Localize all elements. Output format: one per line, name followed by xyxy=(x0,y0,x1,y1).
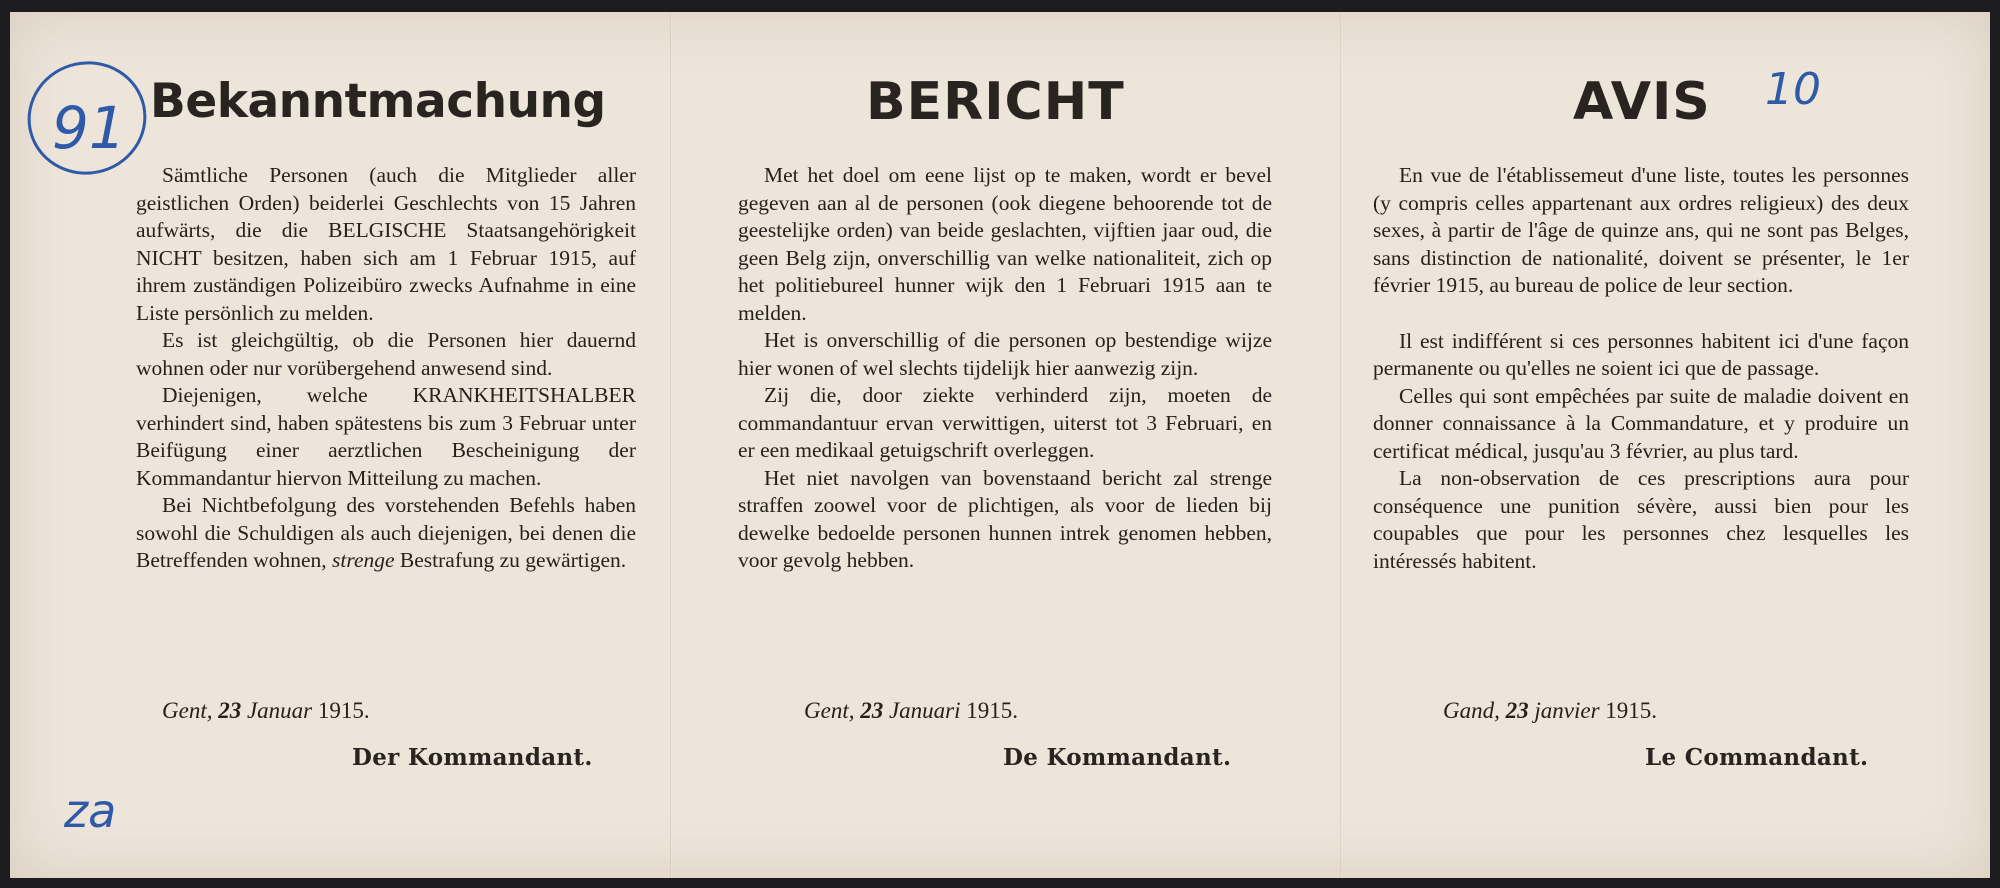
french-date-day: 23 xyxy=(1505,698,1529,723)
french-paragraph-3: Celles qui sont empêchées par suite de maladie doivent en donner connaissance à la Commandature, et y produire un certificat médical, jusqu'au 3 février, au plus tard. xyxy=(1373,383,1909,463)
german-date-year: 1915. xyxy=(317,698,370,723)
german-date xyxy=(162,698,370,724)
dutch-body xyxy=(738,162,1272,575)
french-date-month: janvier xyxy=(1534,698,1600,723)
fold-line-left xyxy=(670,12,672,878)
german-paragraph-4-start: Bei Nichtbefolgung des vorstehenden Befehls haben sowohl die Schuldigen als auch diejenigen, bei denen die Betreffenden wohnen, xyxy=(136,493,636,572)
french-date-year: 1915. xyxy=(1605,698,1658,723)
german-paragraph-4-end: Bestrafung zu gewärtigen. xyxy=(399,548,627,572)
dutch-date-year: 1915. xyxy=(966,698,1019,723)
french-title: AVIS xyxy=(1573,72,1711,132)
circled-number-mark xyxy=(22,56,152,186)
circled-number-text: 91 xyxy=(52,94,126,162)
german-date-place: Gent, xyxy=(162,698,213,723)
poster-sheet xyxy=(10,12,1990,878)
french-body xyxy=(1373,162,1909,575)
french-paragraph-2: Il est indifférent si ces personnes habitent ici d'une façon permanente ou qu'elles ne soient ici que de passage. xyxy=(1373,328,1909,380)
german-paragraph-2: Es ist gleichgültig, ob die Personen hier dauernd wohnen oder nur vorübergehend anwesend sind. xyxy=(136,328,636,380)
french-date xyxy=(1443,698,1657,724)
dutch-date xyxy=(804,698,1018,724)
german-date-day: 23 xyxy=(218,698,242,723)
german-signature: Der Kommandant. xyxy=(352,744,593,771)
german-paragraph-4 xyxy=(136,492,636,575)
french-paragraph-1: En vue de l'établissemeut d'une liste, toutes les personnes (y compris celles appartenant aux ordres religieux) des deux sexes, à partir de l'âge de quinze ans, qui ne sont pas Belges, sans distinction de nationalité, doivent se présenter, le 1er février 1915, au bureau de police de leur section. xyxy=(1373,163,1909,297)
dutch-notice xyxy=(738,12,1272,878)
french-paragraph-4: La non-observation de ces prescriptions aura pour conséquence une punition sévère, aussi bien pour les coupables que pour les personnes chez lesquelles les intéressés habitent. xyxy=(1373,466,1909,573)
dutch-paragraph-3: Zij die, door ziekte verhinderd zijn, moeten de commandantuur ervan verwittigen, uiterst tot 3 Februari, en er een medikaal getuigschrift overleggen. xyxy=(738,383,1272,462)
dutch-date-day: 23 xyxy=(860,698,884,723)
french-date-place: Gand, xyxy=(1443,698,1500,723)
german-body xyxy=(136,162,636,575)
dutch-paragraph-4: Het niet navolgen van bovenstaand bericht zal strenge straffen zoowel voor de plichtigen, als voor de lieden bij dewelke bedoelde personen hunnen intrek genomen hebben, voor gevolg hebben. xyxy=(738,465,1272,572)
fold-line-right xyxy=(1340,12,1342,878)
dutch-date-place: Gent, xyxy=(804,698,855,723)
german-date-month: Januar xyxy=(246,698,313,723)
german-title: Bekanntmachung xyxy=(150,74,606,129)
german-paragraph-4-emphasis: strenge xyxy=(332,548,395,572)
dutch-title: BERICHT xyxy=(866,72,1125,132)
dutch-signature: De Kommandant. xyxy=(1003,744,1232,771)
german-paragraph-1: Sämtliche Personen (auch die Mitglieder aller geistlichen Orden) beiderlei Geschlechts von 15 Jahren aufwärts, die die BELGISCHE Staatsangehörigkeit NICHT besitzen, haben sich am 1 Februar 1915, auf ihrem zuständigen Polizeibüro zwecks Aufnahme in eine Liste persönlich zu melden. xyxy=(136,163,636,325)
dutch-date-month: Januari xyxy=(888,698,961,723)
french-signature: Le Commandant. xyxy=(1645,744,1869,771)
handwritten-initials-mark xyxy=(60,767,140,857)
dutch-paragraph-2: Het is onverschillig of die personen op bestendige wijze hier wonen of wel slechts tijdelijk hier aanwezig zijn. xyxy=(738,328,1272,380)
handwritten-number-mark: 10 xyxy=(1765,64,1821,115)
dutch-paragraph-1: Met het doel om eene lijst op te maken, wordt er bevel gegeven aan al de personen (ook diegene behoorende tot de geestelijke orden) van beide geslachten, vijftien jaar oud, die geen Belg zijn, onverschillig van welke nationaliteit, zich op het politiebureel hunner wijk den 1 Februari 1915 aan te melden. xyxy=(738,163,1272,325)
handwritten-initials-text: za xyxy=(64,784,117,838)
german-paragraph-3: Diejenigen, welche KRANKHEITSHALBER verhindert sind, haben spätestens bis zum 3 Februar unter Beifügung einer aerztlichen Bescheinigung der Kommandantur hiervon Mitteilung zu machen. xyxy=(136,383,636,490)
german-notice xyxy=(136,12,636,878)
french-notice xyxy=(1373,12,1909,878)
